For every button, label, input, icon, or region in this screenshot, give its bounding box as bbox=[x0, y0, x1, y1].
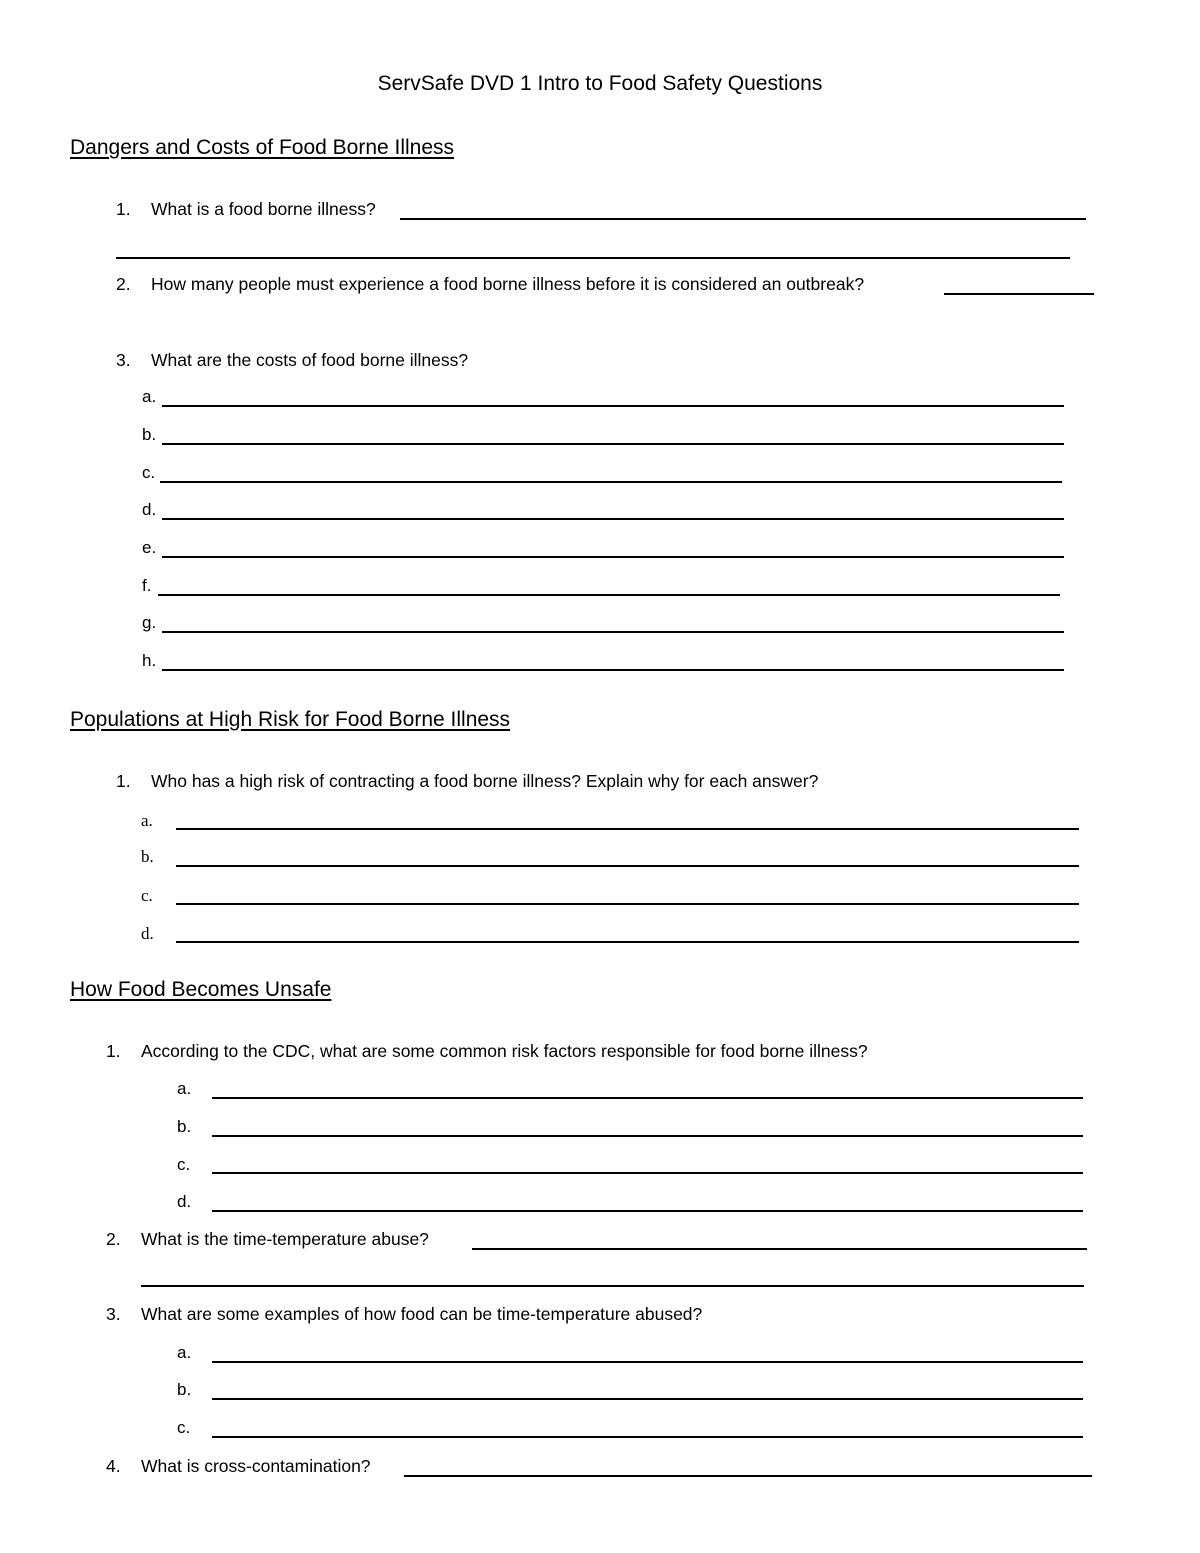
answer-line[interactable] bbox=[162, 518, 1064, 520]
item-label: b. bbox=[142, 425, 157, 444]
question-number: 2. bbox=[116, 274, 131, 294]
item-label: d. bbox=[142, 500, 157, 519]
answer-line[interactable] bbox=[176, 903, 1079, 905]
answer-line[interactable] bbox=[944, 293, 1094, 295]
question-text: According to the CDC, what are some common risk factors responsible for food borne illness? bbox=[141, 1041, 868, 1061]
question-text: What are the costs of food borne illness? bbox=[151, 350, 469, 370]
question-number: 1. bbox=[116, 199, 131, 219]
answer-line[interactable] bbox=[212, 1210, 1083, 1212]
question-number: 3. bbox=[116, 350, 131, 370]
answer-line[interactable] bbox=[212, 1097, 1083, 1099]
page-title: ServSafe DVD 1 Intro to Food Safety Questions bbox=[377, 72, 823, 95]
answer-line[interactable] bbox=[162, 443, 1064, 445]
answer-line[interactable] bbox=[212, 1135, 1083, 1137]
answer-line[interactable] bbox=[162, 405, 1064, 407]
question-text: What is the time-temperature abuse? bbox=[141, 1229, 429, 1249]
item-label: b. bbox=[177, 1380, 192, 1399]
answer-line[interactable] bbox=[160, 481, 1062, 483]
answer-line[interactable] bbox=[212, 1361, 1083, 1363]
item-label: a. bbox=[177, 1343, 192, 1362]
answer-line[interactable] bbox=[472, 1248, 1087, 1250]
answer-line[interactable] bbox=[162, 556, 1064, 558]
answer-line[interactable] bbox=[212, 1172, 1083, 1174]
item-label: b. bbox=[177, 1117, 192, 1136]
question-text: How many people must experience a food borne illness before it is considered an outbreak? bbox=[151, 274, 865, 294]
section-heading-unsafe: How Food Becomes Unsafe bbox=[70, 978, 332, 1001]
question-number: 4. bbox=[106, 1456, 121, 1476]
question-number: 1. bbox=[116, 771, 131, 791]
question-text: What are some examples of how food can be time-temperature abused? bbox=[141, 1304, 703, 1324]
answer-line[interactable] bbox=[176, 865, 1079, 867]
answer-line[interactable] bbox=[404, 1475, 1092, 1477]
question-text: What is cross-contamination? bbox=[141, 1456, 371, 1476]
item-label: c. bbox=[177, 1418, 191, 1437]
answer-line[interactable] bbox=[116, 257, 1070, 259]
question-number: 1. bbox=[106, 1041, 121, 1061]
item-label: c. bbox=[177, 1155, 191, 1174]
question-text: Who has a high risk of contracting a food borne illness? Explain why for each answer? bbox=[151, 771, 819, 791]
answer-line[interactable] bbox=[212, 1398, 1083, 1400]
answer-line[interactable] bbox=[400, 218, 1086, 220]
item-label: f. bbox=[142, 576, 152, 595]
question-number: 2. bbox=[106, 1229, 121, 1249]
answer-line[interactable] bbox=[176, 941, 1079, 943]
item-label: b. bbox=[141, 847, 154, 866]
answer-line[interactable] bbox=[176, 828, 1079, 830]
item-label: d. bbox=[141, 924, 154, 943]
item-label: a. bbox=[142, 387, 157, 406]
question-number: 3. bbox=[106, 1304, 121, 1324]
item-label: e. bbox=[142, 538, 157, 557]
question-text: What is a food borne illness? bbox=[151, 199, 376, 219]
item-label: d. bbox=[177, 1192, 192, 1211]
answer-line[interactable] bbox=[158, 594, 1060, 596]
answer-line[interactable] bbox=[162, 631, 1064, 633]
item-label: g. bbox=[142, 613, 157, 632]
section-heading-dangers: Dangers and Costs of Food Borne Illness bbox=[70, 136, 455, 159]
answer-line[interactable] bbox=[162, 669, 1064, 671]
item-label: c. bbox=[141, 886, 153, 905]
item-label: h. bbox=[142, 651, 157, 670]
item-label: a. bbox=[177, 1079, 192, 1098]
answer-line[interactable] bbox=[141, 1285, 1084, 1287]
answer-line[interactable] bbox=[212, 1436, 1083, 1438]
section-heading-high-risk: Populations at High Risk for Food Borne Illness bbox=[70, 708, 511, 731]
item-label: c. bbox=[142, 463, 156, 482]
item-label: a. bbox=[141, 811, 153, 830]
